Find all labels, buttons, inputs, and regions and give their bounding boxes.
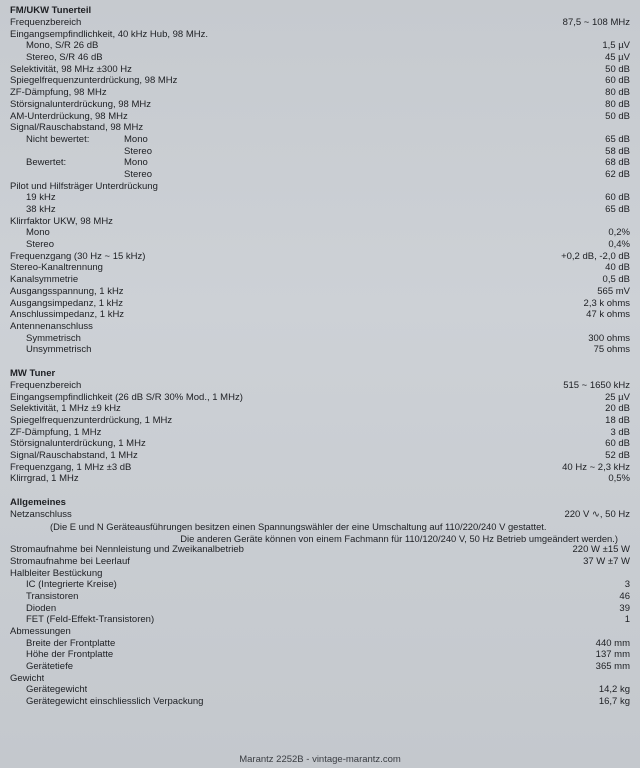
spec-value: 37 W ±7 W <box>583 555 630 567</box>
spec-row <box>10 392 630 404</box>
spec-sublabel: Stereo <box>124 145 152 157</box>
spec-label: Klirrfaktor UKW, 98 MHz <box>10 215 113 227</box>
spec-value: 46 <box>619 590 630 602</box>
spec-row <box>10 111 630 123</box>
spec-value: 565 mV <box>597 285 630 297</box>
spec-row <box>10 415 630 427</box>
spec-value: 0,5% <box>608 473 630 485</box>
spec-row <box>10 29 630 41</box>
spec-label: Abmessungen <box>10 626 71 637</box>
spec-row <box>10 638 630 650</box>
spec-row <box>10 591 630 603</box>
spec-label: AM-Unterdrückung, 98 MHz <box>10 110 128 122</box>
spec-sublabel: Mono <box>124 157 148 169</box>
spec-value: 0,4% <box>608 239 630 251</box>
spec-label: Selektivität, 98 MHz ±300 Hz <box>10 63 132 75</box>
spec-row <box>10 40 630 52</box>
spec-label: Spiegelfrequenzunterdrückung, 98 MHz <box>10 75 178 87</box>
spec-label: Stereo-Kanaltrennung <box>10 262 103 274</box>
spec-row <box>10 544 630 556</box>
spec-row <box>10 462 630 474</box>
spec-row <box>10 556 630 568</box>
spec-row <box>10 64 630 76</box>
spec-value: 3 dB <box>610 426 630 438</box>
spec-label: Selektivität, 1 MHz ±9 kHz <box>10 403 121 415</box>
spec-value: 40 Hz ~ 2,3 kHz <box>562 461 630 473</box>
spec-label: Eingangsempfindlichkeit (26 dB S/R 30% Mod., 1 MHz) <box>10 391 243 403</box>
spec-label <box>10 146 152 158</box>
spec-value: 60 dB <box>605 438 630 450</box>
spec-label: Stromaufnahme bei Nennleistung und Zweikanalbetrieb <box>10 544 244 556</box>
spec-row <box>10 286 630 298</box>
spec-value: 18 dB <box>605 415 630 426</box>
spec-value: 220 V ∿, 50 Hz <box>564 509 630 521</box>
spec-row <box>10 380 630 392</box>
spec-label: Ausgangsimpedanz, 1 kHz <box>10 297 124 309</box>
spec-row <box>10 661 630 673</box>
spec-label: ZF-Dämpfung, 1 MHz <box>10 426 102 438</box>
spec-label: Signal/Rauschabstand, 98 MHz <box>10 122 144 134</box>
spec-value: 20 dB <box>605 403 630 415</box>
spec-row <box>10 309 630 321</box>
spec-row <box>10 146 630 158</box>
spec-row <box>10 450 630 462</box>
spec-label: Anschlussimpedanz, 1 kHz <box>10 309 125 321</box>
spec-row <box>10 603 630 615</box>
spec-value: 39 <box>619 602 630 614</box>
spec-row <box>10 169 630 181</box>
spec-row <box>10 427 630 439</box>
spec-row <box>10 626 630 638</box>
spec-label: Antennenanschluss <box>10 320 93 332</box>
spec-row <box>10 17 630 29</box>
section-gap <box>10 356 630 368</box>
spec-value: 65 dB <box>605 204 630 215</box>
spec-label: Höhe der Frontplatte <box>26 649 114 661</box>
footer-caption: Marantz 2252B - vintage-marantz.com <box>239 754 401 765</box>
spec-value: 60 dB <box>605 192 630 204</box>
spec-row <box>10 568 630 580</box>
spec-row <box>10 87 630 99</box>
spec-label: Breite der Frontplatte <box>26 637 116 649</box>
spec-label: Kanalsymmetrie <box>10 274 79 286</box>
spec-label <box>10 134 148 146</box>
spec-row <box>10 344 630 356</box>
spec-row <box>10 122 630 134</box>
spec-row <box>10 216 630 228</box>
spec-row <box>10 204 630 216</box>
spec-label: Unsymmetrisch <box>26 344 92 356</box>
spec-row <box>10 192 630 204</box>
spec-label: Frequenzbereich <box>10 17 82 28</box>
spec-label: Eingangsempfindlichkeit, 40 kHz Hub, 98 MHz. <box>10 28 209 40</box>
voltage-note: Die anderen Geräte können von einem Fachmann für 110/120/240 V, 50 Hz Betrieb umgeändert werden.) <box>180 532 618 544</box>
spec-value: 68 dB <box>605 157 630 169</box>
spec-value: 2,3 k ohms <box>583 297 630 309</box>
general-section-title: Allgemeines <box>10 497 66 509</box>
spec-label: Transistoren <box>26 590 79 602</box>
spec-value: 40 dB <box>605 262 630 274</box>
spec-value: 220 W ±15 W <box>572 544 630 556</box>
spec-row <box>10 157 630 169</box>
spec-value: 60 dB <box>605 75 630 87</box>
spec-label: FET (Feld-Effekt-Transistoren) <box>26 614 155 626</box>
spec-label: Gerätegewicht einschliesslich Verpackung <box>26 696 204 708</box>
spec-row <box>10 438 630 450</box>
spec-value: 50 dB <box>605 110 630 122</box>
spec-label: Gewicht <box>10 672 45 684</box>
spec-sublabel: Nicht bewertet: <box>26 133 90 145</box>
spec-row <box>10 181 630 193</box>
fm-section-title: FM/UKW Tunerteil <box>10 5 92 16</box>
spec-value: 515 ~ 1650 kHz <box>563 379 630 391</box>
spec-label: Störsignalunterdrückung, 98 MHz <box>10 98 151 110</box>
spec-sublabel: Mono <box>124 133 148 145</box>
spec-value: 14,2 kg <box>598 684 630 696</box>
spec-label: Stromaufnahme bei Leerlauf <box>10 555 130 567</box>
spec-row <box>10 333 630 345</box>
spec-sublabel: Bewertet: <box>26 157 67 169</box>
spec-label: Frequenzgang, 1 MHz ±3 dB <box>10 461 132 473</box>
spec-label <box>10 169 152 181</box>
spec-label: Stereo <box>26 239 54 251</box>
spec-label: Klirrgrad, 1 MHz <box>10 473 79 485</box>
spec-value: 25 µV <box>604 391 630 403</box>
spec-value: 50 dB <box>605 63 630 75</box>
spec-value: 137 mm <box>595 649 630 661</box>
spec-value: 52 dB <box>605 450 630 462</box>
spec-row <box>10 579 630 591</box>
section-gap <box>10 485 630 497</box>
spec-row <box>10 99 630 111</box>
spec-row <box>10 274 630 286</box>
spec-label: IC (Integrierte Kreise) <box>26 579 117 591</box>
spec-label: Mono <box>26 227 50 239</box>
spec-label: Netzanschluss <box>10 509 72 521</box>
spec-value: 0,5 dB <box>602 274 630 286</box>
spec-value: 47 k ohms <box>586 309 630 321</box>
spec-row <box>10 473 630 485</box>
spec-label: Stereo, S/R 46 dB <box>26 52 103 64</box>
spec-label: Frequenzgang (30 Hz ~ 15 kHz) <box>10 250 146 262</box>
spec-value: 65 dB <box>605 133 630 145</box>
spec-row <box>10 649 630 661</box>
voltage-note: (Die E und N Geräteausführungen besitzen einen Spannungswähler der eine Umschaltung auf 110/220/240 V gestattet. <box>50 520 547 532</box>
spec-label: Symmetrisch <box>26 332 81 344</box>
spec-row <box>10 684 630 696</box>
spec-row <box>10 614 630 626</box>
spec-value: 300 ohms <box>588 332 630 344</box>
spec-value: 16,7 kg <box>598 696 630 708</box>
spec-label: Störsignalunterdrückung, 1 MHz <box>10 438 146 450</box>
spec-row <box>10 696 630 708</box>
spec-row <box>10 298 630 310</box>
spec-row <box>10 75 630 87</box>
spec-value: 1,5 µV <box>602 40 630 52</box>
spec-label: ZF-Dämpfung, 98 MHz <box>10 87 107 99</box>
spec-label: Dioden <box>26 602 57 614</box>
spec-label: 19 kHz <box>26 192 56 204</box>
spec-row <box>10 321 630 333</box>
spec-row <box>10 227 630 239</box>
spec-label: Gerätetiefe <box>26 661 73 673</box>
spec-label: Spiegelfrequenzunterdrückung, 1 MHz <box>10 415 173 426</box>
spec-row <box>10 509 630 521</box>
spec-row <box>10 403 630 415</box>
spec-value: 365 mm <box>595 661 630 673</box>
spec-value: 440 mm <box>595 637 630 649</box>
spec-label: Frequenzbereich <box>10 379 82 391</box>
spec-value: 3 <box>624 579 630 591</box>
spec-sublabel: Stereo <box>124 168 152 180</box>
spec-value: +0,2 dB, -2,0 dB <box>561 250 630 262</box>
spec-value: 80 dB <box>605 87 630 99</box>
spec-value: 80 dB <box>605 98 630 110</box>
spec-row <box>10 251 630 263</box>
spec-label: Halbleiter Bestückung <box>10 567 103 579</box>
spec-label: 38 kHz <box>26 204 56 215</box>
spec-row <box>10 262 630 274</box>
spec-value: 58 dB <box>605 145 630 157</box>
spec-label: Mono, S/R 26 dB <box>26 40 99 52</box>
spec-label <box>10 157 148 169</box>
spec-row <box>10 239 630 251</box>
spec-label: Gerätegewicht <box>26 684 88 696</box>
spec-label: Signal/Rauschabstand, 1 MHz <box>10 450 138 462</box>
mw-section-title: MW Tuner <box>10 367 56 379</box>
spec-row <box>10 673 630 685</box>
spec-value: 87,5 ~ 108 MHz <box>562 17 630 28</box>
spec-label: Pilot und Hilfsträger Unterdrückung <box>10 180 158 192</box>
spec-value: 45 µV <box>604 52 630 64</box>
spec-label: Ausgangsspannung, 1 kHz <box>10 285 124 297</box>
spec-value: 62 dB <box>605 168 630 180</box>
spec-value: 1 <box>624 614 630 626</box>
spec-value: 0,2% <box>608 227 630 239</box>
spec-row <box>10 52 630 64</box>
spec-value: 75 ohms <box>593 344 630 356</box>
spec-row <box>10 134 630 146</box>
